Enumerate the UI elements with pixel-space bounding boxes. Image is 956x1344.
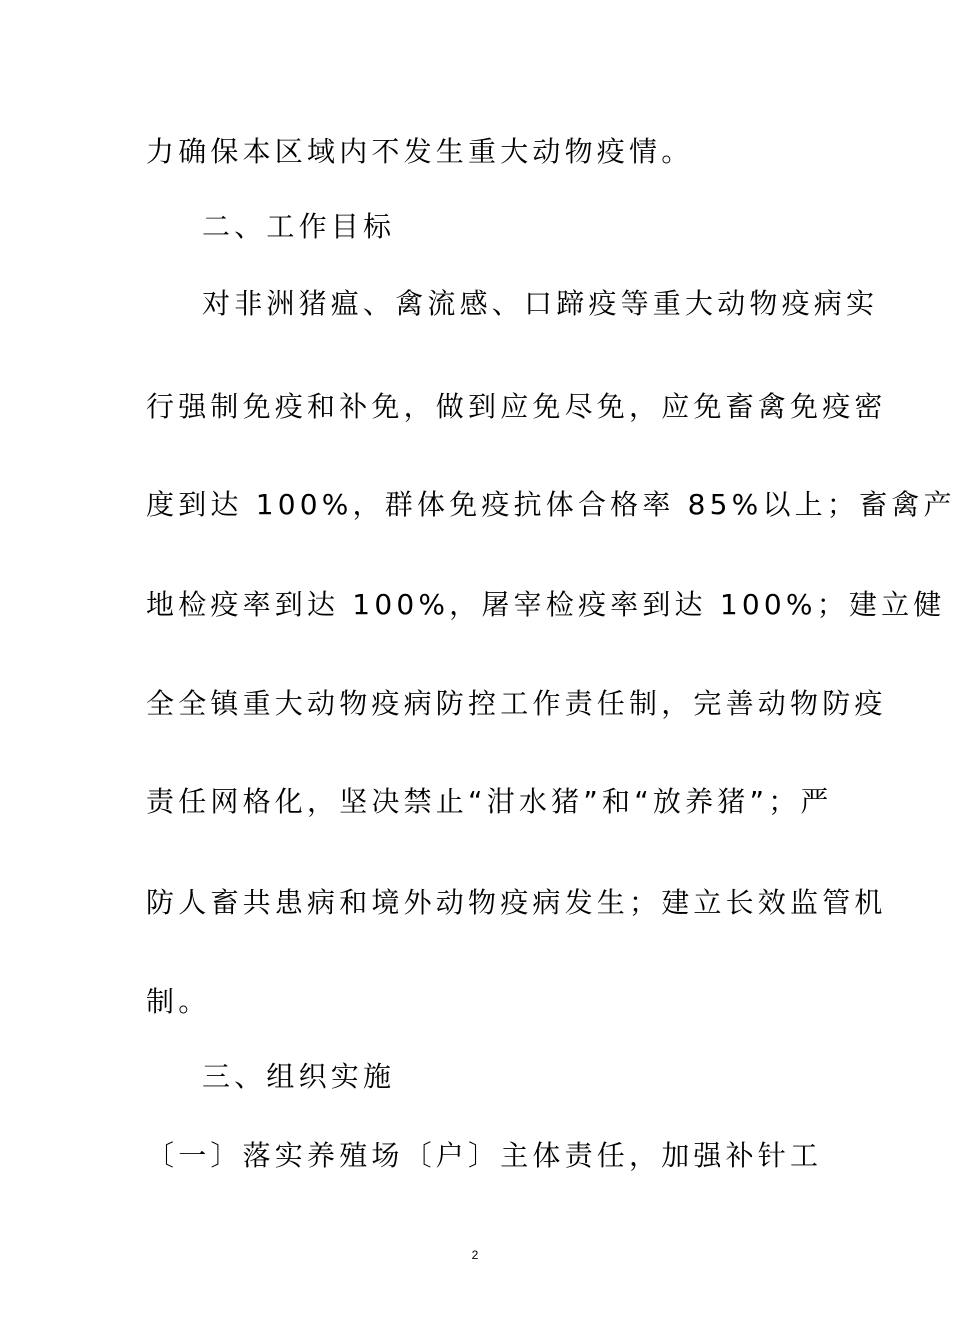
paragraph-line-1: 力确保本区域内不发生重大动物疫情。 [146,135,694,168]
section-heading-organization: 三、组织实施 [202,1060,396,1093]
paragraph-line-9: 防人畜共患病和境外动物疫病发生；建立长效监管机 [146,886,887,919]
paragraph-line-5: 度到达 100%，群体免疫抗体合格率 85%以上；畜禽产 [146,488,956,521]
paragraph-line-12: 〔一〕落实养殖场〔户〕主体责任，加强补针工 [146,1139,823,1172]
paragraph-line-6: 地检疫率到达 100%，屠宰检疫率到达 100%；建立健 [146,588,946,621]
paragraph-line-10: 制。 [146,985,211,1018]
section-heading-work-goals: 二、工作目标 [202,210,396,243]
page-number: 2 [471,1248,479,1262]
paragraph-line-4: 行强制免疫和补免，做到应免尽免，应免畜禽免疫密 [146,390,887,423]
paragraph-line-7: 全全镇重大动物疫病防控工作责任制，完善动物防疫 [146,687,887,720]
paragraph-line-8: 责任网格化，坚决禁止“泔水猪”和“放养猪”；严 [146,785,833,818]
paragraph-line-3: 对非洲猪瘟、禽流感、口蹄疫等重大动物疫病实 [202,287,879,320]
